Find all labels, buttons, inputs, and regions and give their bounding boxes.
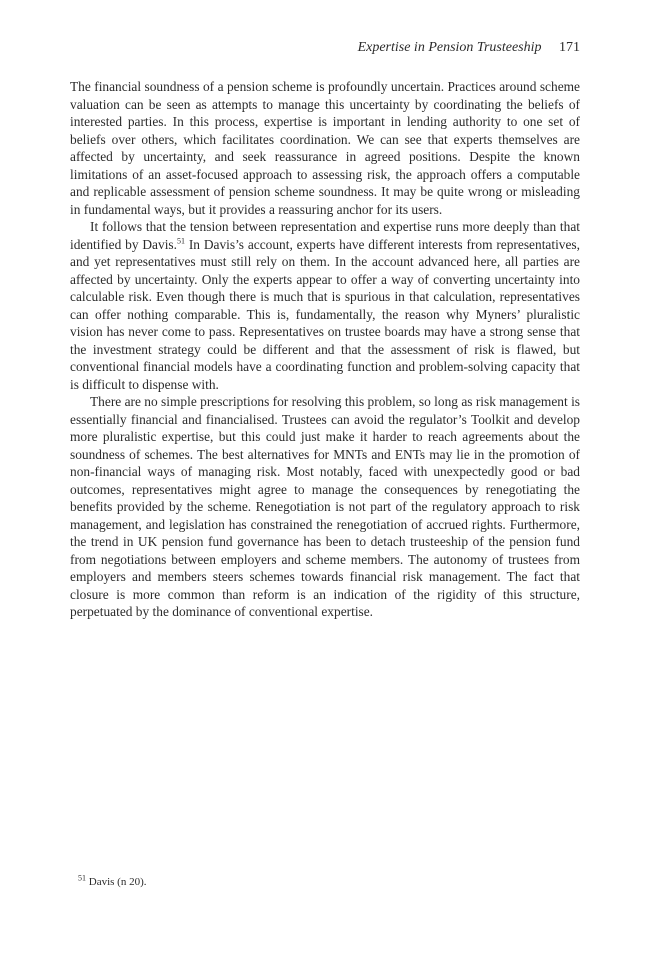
footnote-51 bbox=[78, 873, 147, 888]
body-text bbox=[70, 78, 580, 621]
running-head bbox=[358, 40, 580, 56]
footnote-reference-51: 51 bbox=[176, 236, 185, 246]
paragraph-1: The financial soundness of a pension scheme is profoundly uncertain. Practices around scheme valuation can be seen as attempts to manage this uncertainty by coordinating the beliefs of interested parties. In this process, expertise is important in lending authority to one set of beliefs over others, which facilitates coordination. We can see that experts themselves are affected by uncertainty, and seek reassurance in agreed positions. Despite the known limitations of an asset-focused approach to assessing risk, the approach offers a computable and replicable assessment of pension scheme soundness. It may be quite wrong or misleading in fundamental ways, but it provides a reassuring anchor for its users. bbox=[70, 79, 580, 217]
running-title: Expertise in Pension Trusteeship bbox=[357, 40, 542, 55]
paragraph-3: There are no simple prescriptions for resolving this problem, so long as risk management is essentially financial and financialised. Trustees can avoid the regulator’s Toolkit and develop more pluralistic expertise, but this could just make it harder to reach agreements about the soundness of schemes. The best alternatives for MNTs and ENTs may lie in the promotion of non-financial ways of managing risk. Most notably, faced with unexpectedly good or bad outcomes, representatives might agree to manage the consequences by renegotiating the benefits provided by the scheme. Renegotiation is not part of the regulatory approach to risk management, and legislation has constrained the renegotiation of accrued rights. Furthermore, the trend in UK pension fund governance has been to detach trusteeship of the pension fund from negotiations between employers and scheme members. The autonomy of trustees from employers and members steers schemes towards financial risk management. The fact that closure is more common than reform is an indication of the rigidity of this structure, perpetuated by the dominance of conventional expertise. bbox=[70, 394, 580, 619]
paragraph-2 bbox=[70, 218, 580, 393]
page-number: 171 bbox=[559, 40, 580, 55]
paragraph-2-text-start: It follows that the tension between representation and expertise runs more deeply than that identified by Davis. bbox=[70, 219, 580, 252]
paragraph-2-text-end: In Davis’s account, experts have different interests from representatives, and yet representatives must still rely on them. In the account advanced here, all parties are affected by uncertainty. Only the experts appear to offer a way of converting uncertainty into calculable risk. Even though there is much that is spurious in that calculation, representatives can offer nothing comparable. This is, fundamentally, the reason why Myners’ pluralistic vision has never come to pass. Representatives on trustee boards may have a strong sense that the investment strategy could be different and that the assessment of risk is flawed, but conventional financial models have a coordinating function and problem-solving capacity that is difficult to dispense with. bbox=[70, 236, 580, 392]
footnote-text: Davis (n 20). bbox=[88, 876, 147, 888]
footnote-marker: 51 bbox=[78, 873, 86, 883]
